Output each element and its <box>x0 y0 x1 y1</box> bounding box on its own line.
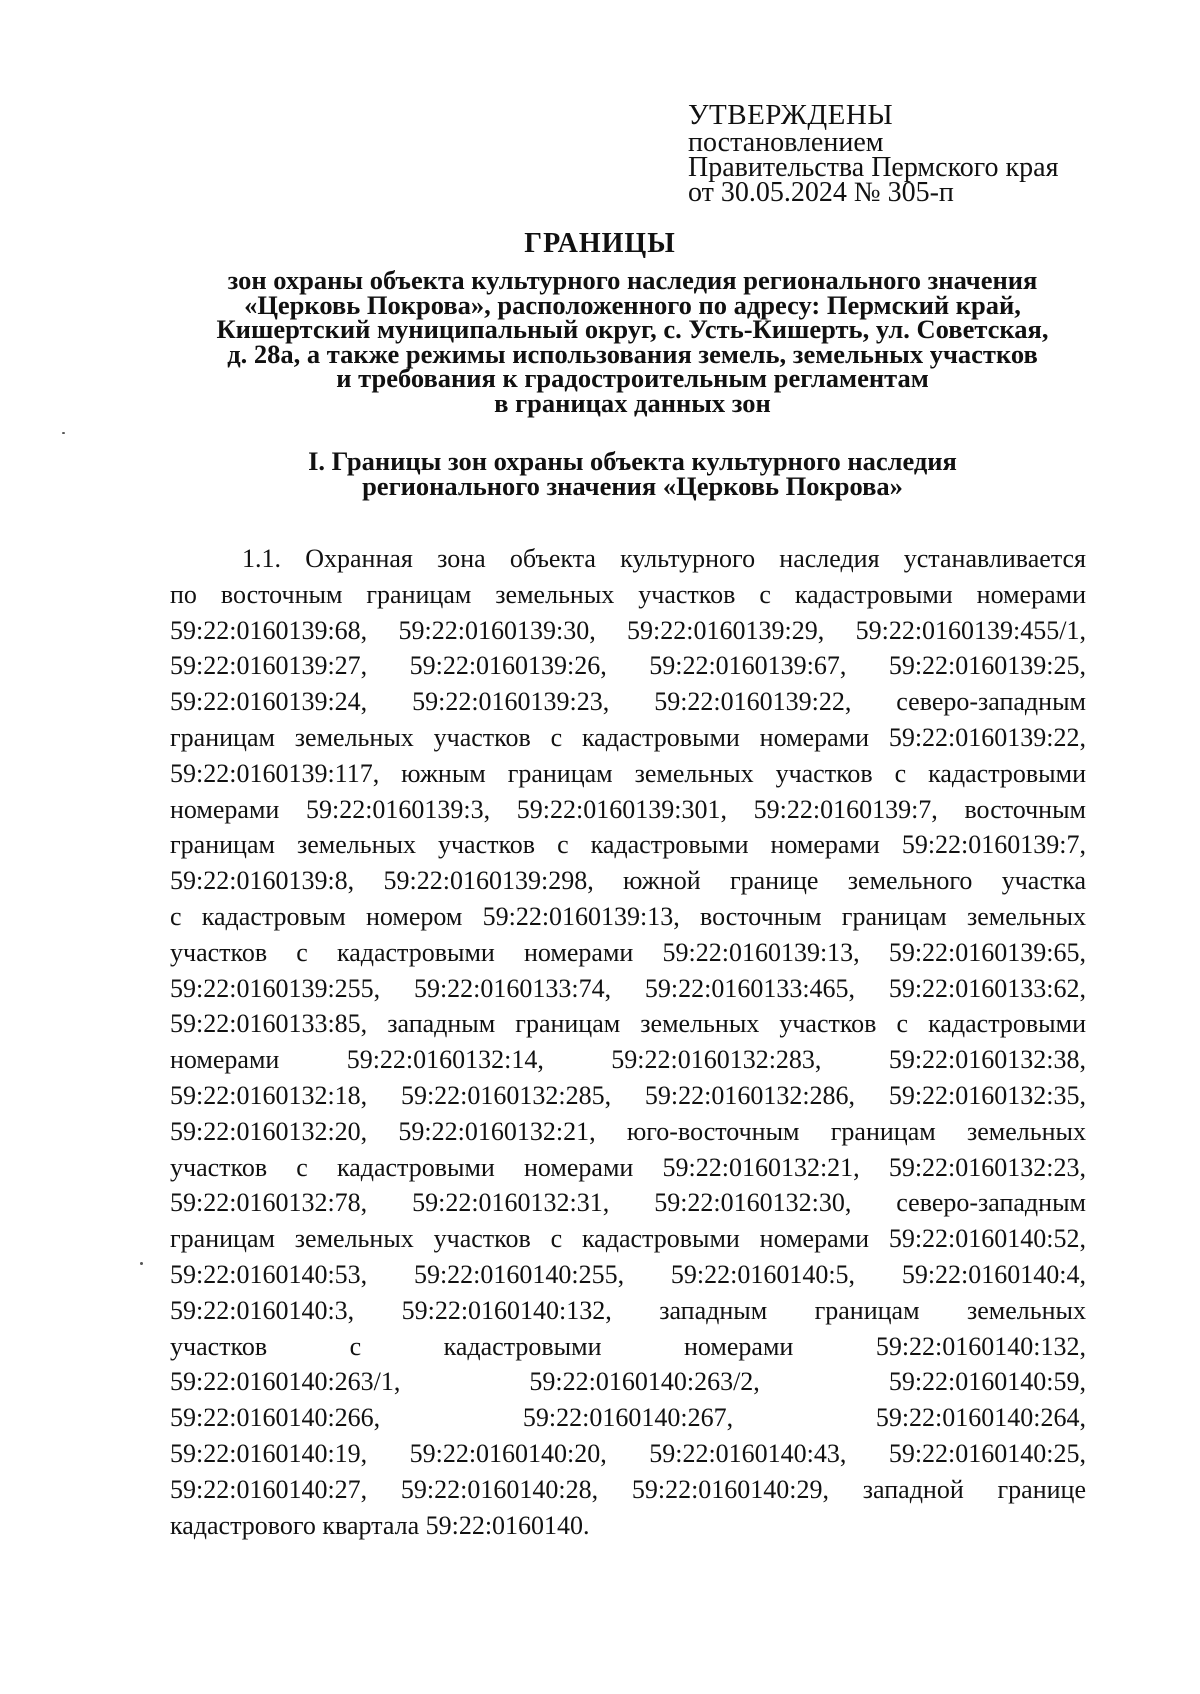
approval-line-2: Правительства Пермского края <box>688 152 1059 183</box>
subtitle-line: д. 28а, а также режимы использования земель, земельных участков <box>227 338 1038 369</box>
paragraph-line: 59:22:0160139:68, 59:22:0160139:30, 59:22:0160139:29, 59:22:0160139:455/1, <box>170 615 1086 645</box>
paragraph-line: 59:22:0160133:85, западным границам земельных участков с кадастровыми <box>170 1009 1086 1039</box>
approval-title: УТВЕРЖДЕНЫ <box>688 99 894 131</box>
paragraph-line: 59:22:0160140:53, 59:22:0160140:255, 59:22:0160140:5, 59:22:0160140:4, <box>170 1259 1086 1289</box>
paragraph-line: 59:22:0160140:263/1, 59:22:0160140:263/2, 59:22:0160140:59, <box>170 1367 1086 1397</box>
approval-line-3: от 30.05.2024 № 305-п <box>688 177 954 208</box>
subtitle-line: и требования к градостроительным регламентам <box>336 363 929 393</box>
paragraph-line: с кадастровым номером 59:22:0160139:13, восточным границам земельных <box>170 901 1086 931</box>
paragraph-line: 1.1. Охранная зона объекта культурного наследия устанавливается <box>242 544 1086 573</box>
paragraph-line: 59:22:0160140:266, 59:22:0160140:267, 59:22:0160140:264, <box>170 1403 1086 1433</box>
section-heading-line: I. Границы зон охраны объекта культурного наследия <box>308 446 957 476</box>
paragraph-line: 59:22:0160132:78, 59:22:0160132:31, 59:22:0160132:30, северо-западным <box>170 1188 1086 1218</box>
scan-speck <box>62 432 65 434</box>
paragraph-line: по восточным границам земельных участков с кадастровыми номерами <box>170 579 1086 609</box>
paragraph-line: 59:22:0160139:27, 59:22:0160139:26, 59:22:0160139:67, 59:22:0160139:25, <box>170 651 1086 681</box>
paragraph-line: 59:22:0160139:255, 59:22:0160133:74, 59:22:0160133:465, 59:22:0160133:62, <box>170 973 1086 1003</box>
paragraph-line: 59:22:0160132:20, 59:22:0160132:21, юго-восточным границам земельных <box>170 1116 1086 1146</box>
approval-line-1: постановлением <box>688 127 884 158</box>
document-title: ГРАНИЦЫ <box>524 228 676 259</box>
subtitle-line: Кишертский муниципальный округ, с. Усть-Кишерть, ул. Советская, <box>216 314 1049 344</box>
paragraph-line: границам земельных участков с кадастровыми номерами 59:22:0160139:7, <box>170 830 1086 860</box>
paragraph-line: 59:22:0160140:27, 59:22:0160140:28, 59:22:0160140:29, западной границе <box>170 1474 1086 1504</box>
paragraph-line: номерами 59:22:0160132:14, 59:22:0160132:283, 59:22:0160132:38, <box>170 1045 1086 1075</box>
paragraph-line: кадастрового квартала 59:22:0160140. <box>170 1510 590 1540</box>
paragraph-line: 59:22:0160140:3, 59:22:0160140:132, западным границам земельных <box>170 1295 1086 1325</box>
paragraph-1-1 <box>170 541 1086 1543</box>
paragraph-line: 59:22:0160139:117, южным границам земельных участков с кадастровыми <box>170 758 1086 788</box>
subtitle-line: в границах данных зон <box>494 387 771 418</box>
paragraph-line: 59:22:0160140:19, 59:22:0160140:20, 59:22:0160140:43, 59:22:0160140:25, <box>170 1438 1086 1468</box>
paragraph-line: 59:22:0160139:8, 59:22:0160139:298, южной границе земельного участка <box>170 866 1086 896</box>
paragraph-line: границам земельных участков с кадастровыми номерами 59:22:0160139:22, <box>170 722 1086 752</box>
paragraph-line: участков с кадастровыми номерами 59:22:0160132:21, 59:22:0160132:23, <box>170 1152 1086 1182</box>
document-subtitle <box>160 265 1105 418</box>
approval-block <box>688 99 1148 208</box>
paragraph-line: номерами 59:22:0160139:3, 59:22:0160139:301, 59:22:0160139:7, восточным <box>170 794 1086 824</box>
paragraph-line: участков с кадастровыми номерами 59:22:0160140:132, <box>170 1331 1086 1361</box>
subtitle-line: зон охраны объекта культурного наследия регионального значения <box>227 265 1038 295</box>
paragraph-line: 59:22:0160139:24, 59:22:0160139:23, 59:22:0160139:22, северо-западным <box>170 687 1086 717</box>
paragraph-line: участков с кадастровыми номерами 59:22:0160139:13, 59:22:0160139:65, <box>170 937 1086 967</box>
scan-speck <box>140 1262 143 1265</box>
section-heading-line: регионального значения «Церковь Покрова» <box>362 471 903 501</box>
paragraph-line: границам земельных участков с кадастровыми номерами 59:22:0160140:52, <box>170 1224 1086 1254</box>
paragraph-line: 59:22:0160132:18, 59:22:0160132:285, 59:22:0160132:286, 59:22:0160132:35, <box>170 1080 1086 1110</box>
section-heading <box>160 446 1105 501</box>
subtitle-line: «Церковь Покрова», расположенного по адресу: Пермский край, <box>244 289 1021 320</box>
